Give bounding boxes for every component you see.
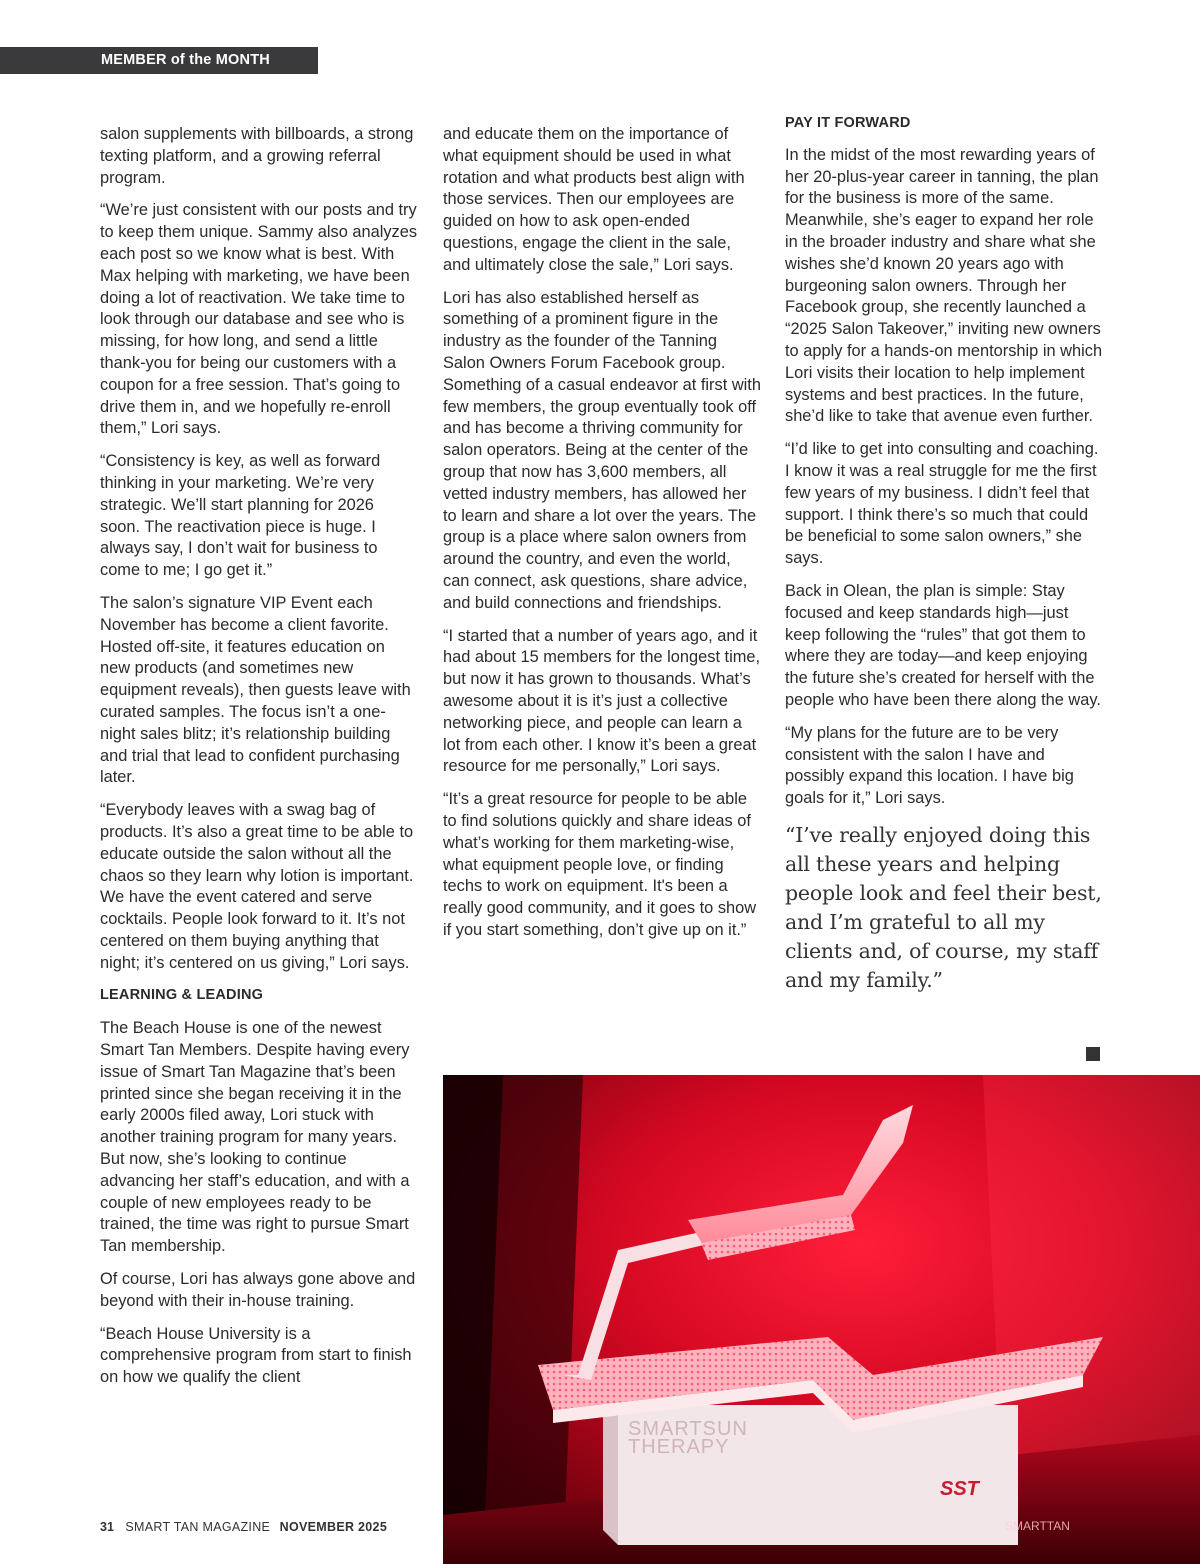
paragraph: “Everybody leaves with a swag bag of products. It’s also a great time to be able to educate outside the salon without all the chaos so they learn why lotion is important. We have the event catered and serve cocktails. People look forward to it. It’s not centered on them buying anything that night; it’s centered on us giving,” Lori says. [100, 801, 414, 972]
paragraph: “We’re just consistent with our posts and try to keep them unique. Sammy also analyzes each post so we know what is best. With Max helping with marketing, we have been doing a lot of reactivation. We take time to look through our database and see who is missing, for how long, and send a little thank-you for being our customers with a coupon for a free session. That’s going to drive them in, and we hopefully re-enroll them,” Lori says. [100, 201, 418, 438]
sst-logo: SST [940, 1478, 979, 1500]
magazine-name: SMART TAN MAGAZINE [125, 1520, 271, 1534]
section-heading-pay-it-forward: PAY IT FORWARD [785, 115, 911, 131]
section-label: MEMBER of the MONTH [101, 52, 270, 68]
article-column-middle [443, 124, 761, 953]
paragraph: “My plans for the future are to be very consistent with the salon I have and possibly expand this location. I have big goals for it,” Lori says. [785, 723, 1074, 808]
paragraph: “I started that a number of years ago, and it had about 15 members for the longest time, but now it has grown to thousands. What’s awesome about it is it’s just a collective networking piece, and people can learn a lot from each other. I know it’s been a great resource for me personally,” Lori says. [443, 626, 761, 776]
paragraph: The salon’s signature VIP Event each November has become a client favorite. Hosted off-site, it features education on new products (and sometimes new equipment reveals), then guests leave with curated samples. The focus isn’t a one-night sales blitz; it’s relationship building and trial that lead to confident purchasing later. [100, 593, 411, 787]
paragraph: Lori has also established herself as something of a prominent figure in the industry as the founder of the Tanning Salon Owners Forum Facebook group. Something of a casual endeavor at first with few members, the group eventually took off and has become a thriving community for salon operators. Being at the center of the group that now has 3,600 members, all vetted industry members, has allowed her to learn and share a lot over the years. The group is a place where salon owners from around the country, and even the world, can connect, ask questions, share advice, and build connections and friendships. [443, 288, 761, 612]
end-of-article-square-icon [1086, 1047, 1100, 1061]
paragraph: “Consistency is key, as well as forward thinking in your marketing. We’re very strategic. We’ll start planning for 2026 soon. The reactivation piece is huge. I always say, I don’t wait for business to come to me; I go get it.” [100, 452, 381, 580]
paragraph: In the midst of the most rewarding years of her 20-plus-year career in tanning, the plan for the business is more of the same. Meanwhile, she’s eager to expand her role in the broader industry and share what she wishes she’d known 20 years ago with burgeoning salon owners. Through her Facebook group, she recently launched a “2025 Salon Takeover,” inviting new owners to apply for a hands-on mentorship in which Lori visits their location to help implement systems and best practices. In the future, she’d like to take that avenue even further. [785, 145, 1103, 426]
brand-text-line2: THERAPY [628, 1436, 730, 1458]
paragraph: salon supplements with billboards, a strong texting platform, and a growing referral program. [100, 125, 414, 187]
page-footer [100, 1520, 387, 1534]
paragraph: and educate them on the importance of what equipment should be used in what rotation and what products best align with those services. Then our employees are guided on how to ask open-ended questions, engage the client in the sale, and ultimately close the sale,” Lori says. [443, 125, 745, 274]
brand-text-line1: SMARTSUN [628, 1418, 748, 1440]
paragraph: Of course, Lori has always gone above and beyond with their in-house training. [100, 1270, 416, 1310]
paragraph: Back in Olean, the plan is simple: Stay focused and keep standards high—just keep following the “rules” that got them to where they are today—and keep enjoying the future she’s created for herself with the people who have been there along the way. [785, 581, 1101, 709]
page-number: 31 [100, 1520, 114, 1534]
article-column-left [100, 124, 418, 1400]
paragraph: “It’s a great resource for people to be able to find solutions quickly and share ideas of what’s working for them marketing-wise, what equipment people love, or finding techs to work on equipment. It's been a really good community, and it goes to show if you start something, don’t give up on it.” [443, 790, 757, 939]
photo-watermark: SMARTTAN [1005, 1519, 1070, 1533]
paragraph: “I’d like to get into consulting and coaching. I know it was a real struggle for me the first few years of my business. I didn’t feel that support. I think there’s so much that could be beneficial to some salon owners,” she says. [785, 440, 1099, 568]
issue-date: NOVEMBER 2025 [279, 1520, 388, 1534]
red-light-therapy-bed-photo [443, 1075, 1200, 1564]
paragraph: The Beach House is one of the newest Smart Tan Members. Despite having every issue of Smart Tan Magazine that’s been printed since she began receiving it in the early 2000s filed away, Lori stuck with another training program for many years. But now, she’s looking to continue advancing her staff’s education, and with a couple of new employees ready to be trained, the time was right to pursue Smart Tan membership. [100, 1019, 410, 1256]
section-heading-learning-leading: LEARNING & LEADING [100, 987, 264, 1004]
paragraph: “Beach House University is a comprehensive program from start to finish on how we qualify the client [100, 1324, 412, 1387]
pull-quote: “I’ve really enjoyed doing this all these years and helping people look and feel their best, and I’m grateful to all my clients and, of course, my staff and my family.” [785, 822, 1102, 992]
article-column-right [785, 113, 1103, 995]
section-header-bar [0, 47, 318, 74]
